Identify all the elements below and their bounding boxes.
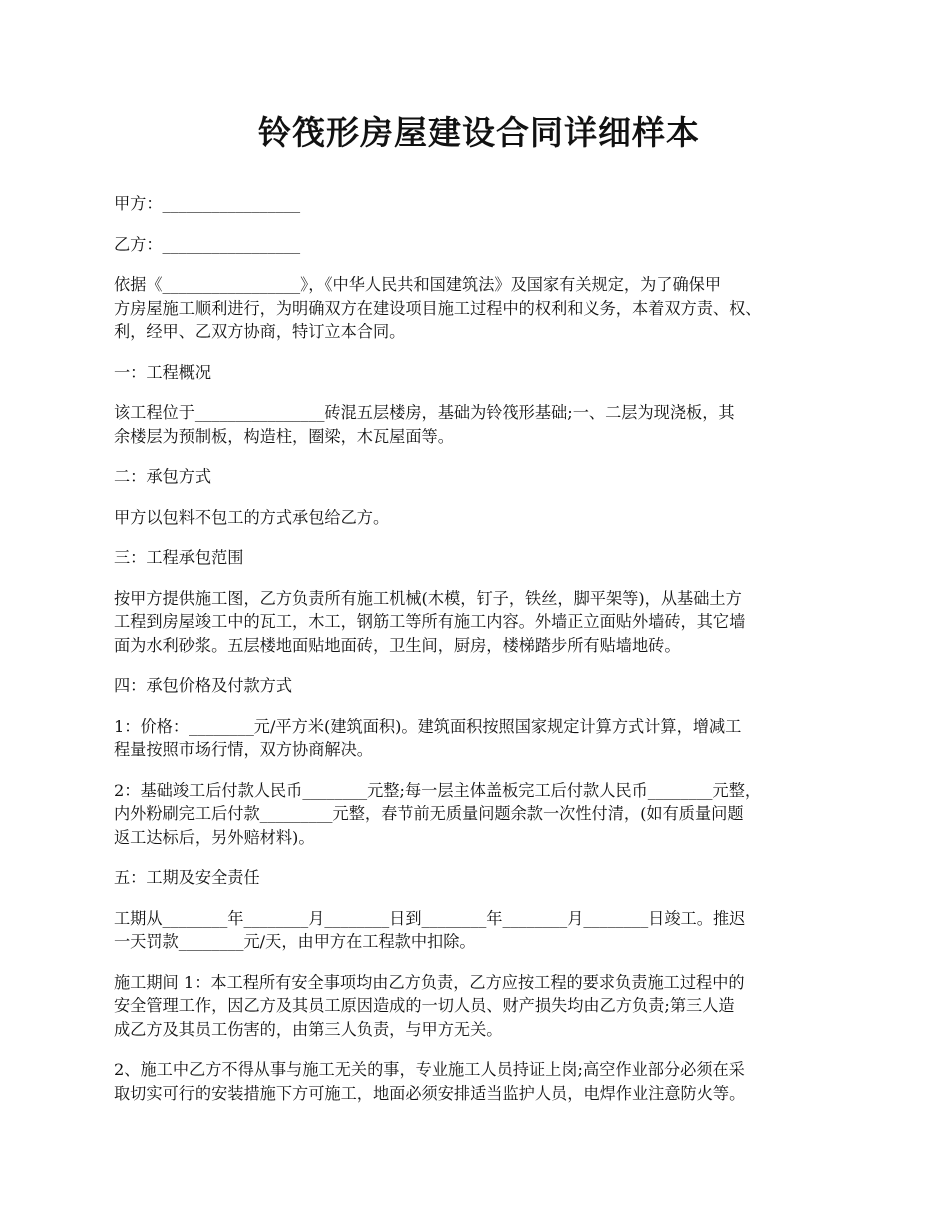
paragraph-line: 该工程位于________________砖混五层楼房，基础为铃筏形基础;一、二层为现浇板，其 [114, 403, 735, 422]
paragraph-line: 五：工期及安全责任 [114, 868, 260, 887]
paragraph-line: 面为水利砂浆。五层楼地面贴地面砖，卫生间，厨房，楼梯踏步所有贴墙地砖。 [114, 635, 681, 655]
paragraph [114, 1058, 844, 1105]
paragraph [114, 506, 844, 530]
paragraph-line: 程量按照市场行情，双方协商解决。 [114, 740, 373, 759]
paragraph [114, 907, 844, 954]
paragraph [114, 779, 844, 850]
paragraph-line: 按甲方提供施工图，乙方负责所有施工机械(木模，钉子，铁丝，脚平架等)，从基础土方 [114, 588, 742, 608]
paragraph-line: 一：工程概况 [114, 362, 212, 382]
paragraph [114, 971, 844, 1042]
paragraph-line: 取切实可行的安装措施下方可施工，地面必须安排适当监护人员，电焊作业注意防火等。 [114, 1083, 746, 1103]
paragraph-line: 三：工程承包范围 [114, 548, 244, 567]
document-body [114, 192, 844, 1105]
paragraph-line: 依据《_________________》，《中华人民共和国建筑法》及国家有关规定，为了确保甲 [114, 275, 722, 294]
paragraph [114, 401, 844, 448]
paragraph-line: 利，经甲、乙双方协商，特订立本合同。 [114, 322, 406, 341]
paragraph [114, 674, 844, 698]
paragraph-line: 2：基础竣工后付款人民币________元整;每一层主体盖板完工后付款人民币________元整， [114, 780, 762, 800]
document-page [114, 108, 844, 1122]
paragraph-line: 返工达标后，另外赔材料)。 [114, 827, 315, 847]
paragraph [114, 233, 844, 257]
paragraph-line: 安全管理工作，因乙方及其员工原因造成的一切人员、财产损失均由乙方负责;第三人造 [114, 996, 735, 1015]
paragraph [114, 546, 844, 570]
paragraph [114, 361, 844, 385]
paragraph-line: 甲方以包料不包工的方式承包给乙方。 [114, 507, 390, 527]
paragraph-line: 1：价格：________元/平方米(建筑面积)。建筑面积按照国家规定计算方式计算，增减工 [114, 716, 742, 736]
paragraph-line: 2、施工中乙方不得从事与施工无关的事，专业施工人员持证上岗;高空作业部分必须在采 [114, 1060, 745, 1079]
paragraph [114, 465, 844, 489]
paragraph-line: 甲方：_________________ [114, 194, 301, 213]
paragraph [114, 715, 844, 762]
paragraph-line: 四：承包价格及付款方式 [114, 676, 293, 695]
paragraph [114, 273, 844, 344]
paragraph [114, 587, 844, 658]
paragraph-line: 方房屋施工顺利进行，为明确双方在建设项目施工过程中的权利和义务，本着双方责、权、 [114, 298, 762, 318]
paragraph [114, 866, 844, 890]
document-title: 铃筏形房屋建设合同详细样本 [258, 113, 700, 152]
paragraph-line: 成乙方及其员工伤害的，由第三人负责，与甲方无关。 [114, 1019, 503, 1039]
paragraph-line: 工期从________年________月________日到________年________月________日竣工。推迟 [114, 908, 746, 928]
paragraph-line: 工程到房屋竣工中的瓦工，木工，钢筋工等所有施工内容。外墙正立面贴外墙砖，其它墙 [114, 612, 746, 631]
paragraph-line: 内外粉刷完工后付款_________元整，春节前无质量问题余款一次性付清，(如有质量问题 [114, 804, 744, 823]
paragraph-line: 余楼层为预制板，构造柱，圈梁，木瓦屋面等。 [114, 426, 454, 446]
paragraph-line: 乙方：_________________ [114, 234, 301, 254]
paragraph-line: 二：承包方式 [114, 467, 212, 486]
paragraph-line: 施工期间 1：本工程所有安全事项均由乙方负责，乙方应按工程的要求负责施工过程中的 [114, 972, 745, 992]
paragraph [114, 192, 844, 216]
paragraph-line: 一天罚款________元/天，由甲方在工程款中扣除。 [114, 932, 476, 951]
